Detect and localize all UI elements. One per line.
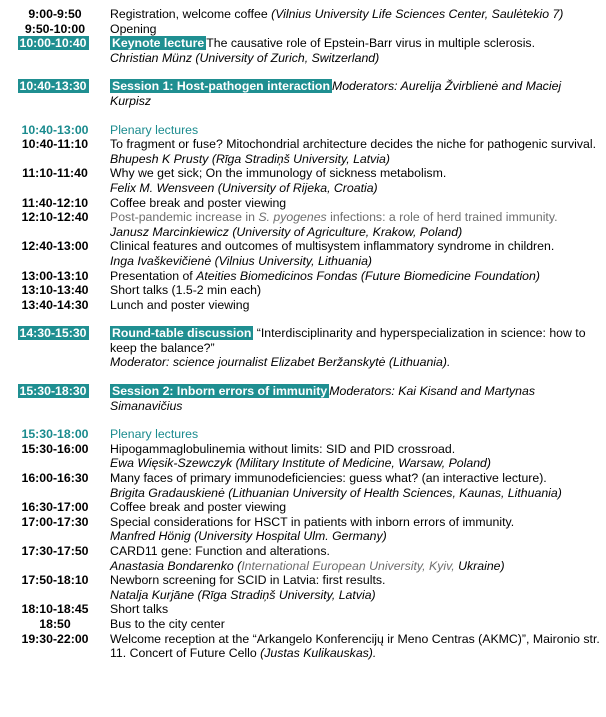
event-details [106,239,606,268]
event-details [106,22,606,37]
time-label: 12:10-12:40 [21,210,89,225]
time-slot [0,427,106,442]
event-details [106,544,606,573]
event-line [110,181,600,196]
plenary-heading: Plenary lectures [110,122,199,137]
time-slot [0,471,106,500]
event-details [106,326,606,370]
event-line [110,7,600,22]
event-details [106,137,606,166]
event-details [106,602,606,617]
event-line [110,588,600,603]
time-slot [0,79,106,108]
section-spacer [0,370,606,384]
event-details [106,515,606,544]
session-title: Keynote lecture [112,36,205,51]
schedule-row [0,239,606,268]
schedule-row [0,602,606,617]
schedule-row [0,298,606,313]
section-spacer [0,65,606,79]
time-slot [0,617,106,632]
event-details [106,36,606,65]
event-text: Short talks [110,602,169,617]
event-line [110,573,600,588]
schedule-row [0,210,606,239]
schedule-row [0,632,606,661]
event-line [110,559,600,574]
event-text: Registration, welcome coffee [110,7,272,21]
speaker-affiliation: Moderators: Aurelija Žvirblienė and Maciej Kurpisz [110,79,562,108]
time-slot [0,36,106,65]
time-slot [0,384,106,413]
event-details [106,471,606,500]
event-line [110,51,600,66]
time-slot [0,602,106,617]
event-details [106,7,606,22]
event-text: Why we get sick; On the immunology of sickness metabolism. [110,166,447,181]
schedule-row [0,442,606,471]
event-details [106,166,606,195]
schedule-row [0,384,606,413]
schedule-row [0,500,606,515]
event-text: “Interdisciplinarity and hyperspecialization in science: how to keep the balance?” [110,326,586,355]
event-line [110,355,600,370]
event-line [110,427,600,442]
schedule-row [0,137,606,166]
speaker-affiliation: Anastasia Bondarenko ( [110,558,242,573]
speaker-affiliation: (Vilnius University Life Sciences Center, Saulėtekio 7) [271,7,564,21]
event-details [106,123,606,138]
time-slot [0,632,106,661]
event-text-grey: Post-pandemic increase in [110,210,259,225]
speaker-affiliation: Felix M. Wensveen (University of Rijeka, Croatia) [110,180,378,195]
event-line [110,225,600,240]
event-text: CARD11 gene: Function and alterations. [110,544,330,558]
time-label: 9:00-9:50 [28,7,82,21]
event-text: Newborn screening for SCID in Latvia: first results. [110,573,386,588]
time-slot [0,166,106,195]
event-text: Special considerations for HSCT in patients with inborn errors of immunity. [110,514,515,529]
speaker-affiliation: (Justas Kulikauskas). [260,646,377,661]
event-line [110,210,600,225]
event-line [110,500,600,515]
event-details [106,79,606,108]
schedule-row [0,123,606,138]
time-label: 10:40-13:30 [19,79,87,94]
schedule-row [0,427,606,442]
event-text-grey: infections: a role of herd trained immunity. [326,210,558,225]
schedule-row [0,515,606,544]
event-details [106,384,606,413]
time-label: 12:40-13:00 [21,239,89,254]
schedule-row [0,166,606,195]
schedule-row [0,196,606,211]
event-line [110,196,600,211]
section-spacer [0,312,606,326]
event-line [110,166,600,181]
event-text: Many faces of primary immunodeficiencies: guess what? (an interactive lecture). [110,471,547,486]
schedule-row [0,617,606,632]
time-slot [0,442,106,471]
time-label: 17:50-18:10 [21,573,89,588]
time-label: 13:00-13:10 [21,268,89,283]
event-text: Clinical features and outcomes of multisystem inflammatory syndrome in children. [110,239,555,254]
event-line [110,529,600,544]
time-slot [0,196,106,211]
event-line [110,544,600,559]
event-details [106,196,606,211]
time-label: 14:30-15:30 [19,326,87,341]
event-details [106,427,606,442]
time-slot [0,326,106,370]
speaker-affiliation: Janusz Marcinkiewicz (University of Agriculture, Krakow, Poland) [110,224,463,239]
event-line [110,298,600,313]
event-details [106,573,606,602]
session-title: Session 1: Host-pathogen interaction [112,79,330,94]
event-text: Coffee break and poster viewing [110,195,287,210]
section-spacer [0,413,606,427]
plenary-heading: Plenary lectures [110,427,199,442]
event-line [110,269,600,284]
event-text: Bus to the city center [110,616,225,631]
event-line [110,515,600,530]
schedule-row [0,573,606,602]
schedule-row [0,283,606,298]
schedule-row [0,36,606,65]
time-label: 10:40-13:00 [21,122,89,137]
speaker-affiliation: Moderator: science journalist Elizabet Beržanskytė (Lithuania). [110,355,451,370]
section-spacer [0,109,606,123]
event-details [106,500,606,515]
speaker-affiliation: Natalja Kurjāne (Rīga Stradiņš University, Latvia) [110,587,376,602]
session-title: Session 2: Inborn errors of immunity [112,384,328,399]
event-line [110,123,600,138]
time-slot [0,269,106,284]
speaker-affiliation: Brigita Gradauskienė (Lithuanian University of Health Sciences, Kaunas, Lithuania) [110,485,562,500]
time-slot [0,298,106,313]
event-text: To fragment or fuse? Mitochondrial architecture decides the niche for pathogenic survival. [110,137,596,152]
time-label: 15:30-18:30 [19,384,87,399]
time-label: 17:30-17:50 [21,544,89,558]
speaker-affiliation-grey: International European University, Kyiv, [241,558,455,573]
event-line [110,283,600,298]
event-line [110,384,600,413]
session-title: Round-table discussion [112,326,252,341]
time-label: 13:10-13:40 [21,283,89,298]
event-text: Opening [110,21,157,36]
event-text: Welcome reception at the “Arkangelo Konferencijų ir Meno Centras (AKMC)”, Maironio str. 11. Concert of Future Cello [110,631,600,661]
event-line [110,632,600,661]
time-slot [0,544,106,573]
time-label: 18:50 [39,616,71,631]
time-label: 11:40-12:10 [21,195,89,210]
schedule-row [0,471,606,500]
time-label: 19:30-22:00 [21,631,89,646]
event-text: Presentation of [110,268,197,283]
event-line [110,442,600,457]
event-line [110,471,600,486]
event-text: Short talks (1.5-2 min each) [110,283,262,298]
event-line [110,617,600,632]
time-label: 13:40-14:30 [21,297,89,312]
event-text: Hipogammaglobulinemia without limits: SID and PID crossroad. [110,441,456,456]
speaker-affiliation: Christian Münz (University of Zurich, Switzerland) [110,50,380,65]
event-line [110,486,600,501]
event-line [110,152,600,167]
time-slot [0,573,106,602]
schedule-row [0,7,606,22]
event-text: Coffee break and poster viewing [110,500,287,515]
event-details [106,283,606,298]
species-name: S. pyogenes [258,210,327,225]
time-slot [0,515,106,544]
time-label: 10:00-10:40 [19,36,87,51]
event-line [110,22,600,37]
event-text: The causative role of Epstein-Barr virus in multiple sclerosis. [206,36,535,51]
time-label: 10:40-11:10 [21,137,89,152]
time-slot [0,7,106,22]
event-line [110,79,600,108]
event-line [110,254,600,269]
speaker-affiliation: Inga Ivaškevičienė (Vilnius University, Lithuania) [110,253,373,268]
speaker-affiliation: Ateities Biomedicinos Fondas (Future Biomedicine Foundation) [196,268,540,283]
schedule-row [0,79,606,108]
event-text: Lunch and poster viewing [110,297,250,312]
time-slot [0,500,106,515]
speaker-affiliation: Ewa Więsik-Szewczyk (Military Institute of Medicine, Warsaw, Poland) [110,456,491,471]
time-label: 9:50-10:00 [24,21,86,36]
schedule-row [0,269,606,284]
time-slot [0,137,106,166]
time-label: 16:00-16:30 [21,471,89,486]
event-line [110,239,600,254]
time-slot [0,283,106,298]
event-details [106,617,606,632]
schedule-row [0,22,606,37]
event-details [106,210,606,239]
event-details [106,298,606,313]
speaker-affiliation: Moderators: Kai Kisand and Martynas Simanavičius [110,384,535,413]
time-label: 15:30-16:00 [21,441,89,456]
time-slot [0,239,106,268]
speaker-affiliation: Bhupesh K Prusty (Rīga Stradiņš University, Latvia) [110,151,390,166]
event-line [110,602,600,617]
event-details [106,442,606,471]
time-slot [0,22,106,37]
time-label: 11:10-11:40 [22,166,88,181]
event-line [110,326,600,355]
time-label: 17:00-17:30 [21,514,89,529]
event-line [110,36,600,51]
speaker-affiliation: Manfred Hönig (University Hospital Ulm. Germany) [110,529,387,544]
event-line [110,456,600,471]
event-line [110,137,600,152]
schedule-row [0,544,606,573]
schedule-row [0,326,606,370]
speaker-affiliation: Ukraine) [454,558,505,573]
time-label: 16:30-17:00 [21,500,89,515]
event-details [106,269,606,284]
event-details [106,632,606,661]
time-slot [0,210,106,239]
time-slot [0,123,106,138]
time-label: 18:10-18:45 [21,602,89,617]
time-label: 15:30-18:00 [21,427,89,442]
